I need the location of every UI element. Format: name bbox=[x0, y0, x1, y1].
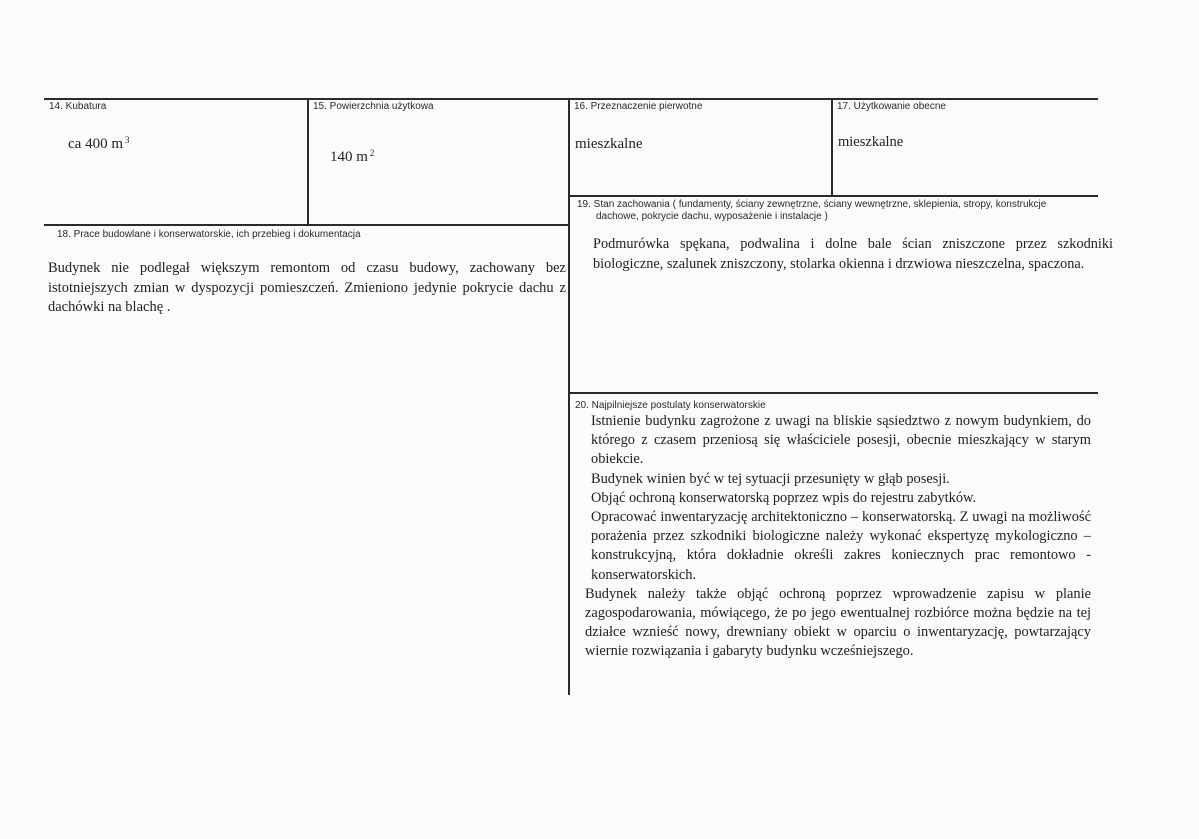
divider-16-17 bbox=[831, 98, 833, 196]
field-19-label-line-1: 19. Stan zachowania ( fundamenty, ściany zewnętrzne, ściany wewnętrzne, sklepienia, stropy, konstrukcje bbox=[577, 199, 1047, 210]
field-15-value bbox=[330, 148, 374, 166]
field-20-paragraph-3: Objąć ochroną konserwatorską poprzez wpis do rejestru zabytków. bbox=[591, 489, 977, 506]
field-14-value bbox=[68, 135, 129, 153]
field-17-label: 17. Użytkowanie obecne bbox=[837, 101, 946, 112]
field-20-paragraph-4: Opracować inwentaryzację architektoniczno – konserwatorską. Z uwagi na możliwość porażenia przez szkodniki biologiczne należy wykonać ekspertyzę mykologiczno – konstrukcyjną, która dokładnie określi zakres koniecznych prac remontowo - konserwatorskich. bbox=[591, 509, 1091, 583]
field-20-label: 20. Najpilniejsze postulaty konserwatorskie bbox=[575, 400, 766, 411]
field-18-label: 18. Prace budowlane i konserwatorskie, ich przebieg i dokumentacja bbox=[57, 229, 361, 240]
field-15-unit-exponent: 2 bbox=[369, 148, 375, 158]
field-14-label: 14. Kubatura bbox=[49, 101, 107, 112]
divider-center bbox=[568, 98, 570, 695]
field-15-value-text: 140 m bbox=[330, 149, 368, 165]
field-19-label-line-2: dachowe, pokrycie dachu, wyposażenie i instalacje ) bbox=[596, 211, 828, 222]
field-14-value-text: ca 400 m bbox=[68, 136, 123, 152]
field-20-paragraph-1: Istnienie budynku zagrożone z uwagi na bliskie sąsiedztwo z nowym budynkiem, do którego z czasem przeniosą się właściciele posesji, obecnie mieszkający w starym obiekcie. bbox=[591, 413, 1091, 468]
field-20-text bbox=[575, 412, 1091, 662]
field-19-text: Podmurówka spękana, podwalina i dolne bale ścian zniszczone przez szkodniki biologiczne, szalunek zniszczony, stolarka okienna i drzwiowa nieszczelna, spaczona. bbox=[593, 236, 1113, 272]
top-border bbox=[44, 98, 1098, 100]
border-above-18 bbox=[44, 224, 570, 226]
field-20-paragraph-2: Budynek winien być w tej sytuacji przesunięty w głąb posesji. bbox=[591, 470, 950, 487]
field-17-value: mieszkalne bbox=[838, 134, 904, 150]
border-above-19 bbox=[568, 195, 1098, 197]
divider-14-15 bbox=[307, 98, 309, 225]
field-18-text: Budynek nie podlegał większym remontom od czasu budowy, zachowany bez istotniejszych zmian w dyspozycji pomieszczeń. Zmieniono jedynie pokrycie dachu z dachówki na blachę . bbox=[48, 260, 566, 315]
field-16-label: 16. Przeznaczenie pierwotne bbox=[574, 101, 703, 112]
field-14-unit-exponent: 3 bbox=[124, 135, 130, 145]
field-20-paragraph-5: Budynek należy także objąć ochroną poprzez wprowadzenie zapisu w planie zagospodarowania, mówiącego, że po jego ewentualnej rozbiórce można będzie na tej działce wznieść nowy, drewniany obiekt w oparciu o inwentaryzację, powtarzający wiernie rozwiązania i gabaryty budynku wcześniejszego. bbox=[585, 585, 1091, 660]
field-16-value: mieszkalne bbox=[575, 136, 643, 152]
field-15-label: 15. Powierzchnia użytkowa bbox=[313, 101, 434, 112]
border-above-20 bbox=[568, 392, 1098, 394]
